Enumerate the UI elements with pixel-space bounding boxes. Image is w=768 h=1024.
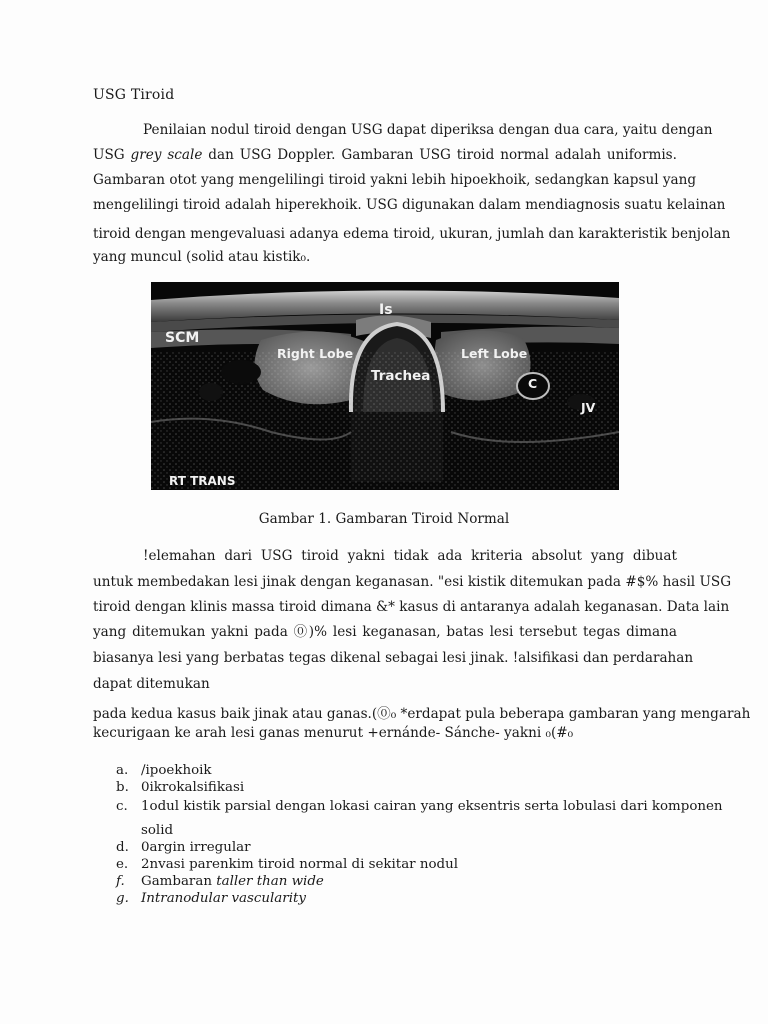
- jugular-vein-label: JV: [581, 400, 596, 415]
- list-item: e. 2nvasi parenkim tiroid normal di sekitar nodul: [116, 857, 458, 872]
- paragraph-line: kecurigaan ke arah lesi ganas menurut +ernánde- Sánche- yakni ₀(#₀: [93, 725, 574, 741]
- left-lobe-label: Left Lobe: [461, 346, 528, 361]
- figure-caption: Gambar 1. Gambaran Tiroid Normal: [258, 511, 510, 527]
- list-item: d. 0argin irregular: [116, 840, 251, 855]
- rt-trans-label: RT TRANS: [169, 474, 236, 488]
- paragraph-line: pada kedua kasus baik jinak atau ganas.(⓪₀ *erdapat pula beberapa gambaran yang mengarah: [93, 706, 751, 722]
- list-item: f. Gambaran taller than wide: [116, 874, 324, 889]
- paragraph-line: untuk membedakan lesi jinak dengan keganasan. "esi kistik ditemukan pada #$% hasil USG: [93, 574, 732, 590]
- thyroid-ultrasound-image: [151, 282, 619, 490]
- paragraph-line: Gambaran otot yang mengelilingi tiroid yakni lebih hipoekhoik, sedangkan kapsul yang: [93, 172, 697, 188]
- paragraph-line: tiroid dengan klinis massa tiroid dimana &* kasus di antaranya adalah keganasan. Data lain: [93, 599, 730, 615]
- isthmus-label: Is: [379, 302, 393, 318]
- paragraph-line: dapat ditemukan: [93, 676, 210, 692]
- paragraph-line: tiroid dengan mengevaluasi adanya edema tiroid, ukuran, jumlah dan karakteristik benjolan: [93, 226, 731, 242]
- section-heading: USG Tiroid: [93, 87, 175, 103]
- paragraph-line: !elemahan dari USG tiroid yakni tidak ada kriteria absolut yang dibuat: [143, 548, 677, 564]
- trachea-label: Trachea: [371, 368, 431, 384]
- list-item: c. 1odul kistik parsial dengan lokasi cairan yang eksentris serta lobulasi dari komponen: [116, 799, 723, 814]
- list-item: solid: [141, 823, 174, 838]
- paragraph-line: mengelilingi tiroid adalah hiperekhoik. USG digunakan dalam mendiagnosis suatu kelainan: [93, 197, 726, 213]
- carotid-label: C: [528, 376, 538, 391]
- paragraph-line: yang muncul (solid atau kistik₀.: [93, 249, 311, 265]
- right-lobe-label: Right Lobe: [277, 346, 354, 361]
- list-item: g. Intranodular vascularity: [116, 891, 306, 906]
- paragraph-line: USG grey scale dan USG Doppler. Gambaran USG tiroid normal adalah uniformis.: [93, 147, 677, 163]
- italic-term: grey scale: [130, 147, 203, 163]
- paragraph-line: Penilaian nodul tiroid dengan USG dapat diperiksa dengan dua cara, yaitu dengan: [143, 122, 713, 138]
- paragraph-line: yang ditemukan yakni pada ⓪)% lesi keganasan, batas lesi tersebut tegas dimana: [93, 624, 677, 640]
- scm-label: SCM: [165, 330, 200, 346]
- list-item: a. ∕ipoekhoik: [116, 763, 212, 778]
- list-item: b. 0ikrokalsifikasi: [116, 780, 245, 795]
- paragraph-line: biasanya lesi yang berbatas tegas dikenal sebagai lesi jinak. !alsifikasi dan perdarahan: [93, 650, 694, 666]
